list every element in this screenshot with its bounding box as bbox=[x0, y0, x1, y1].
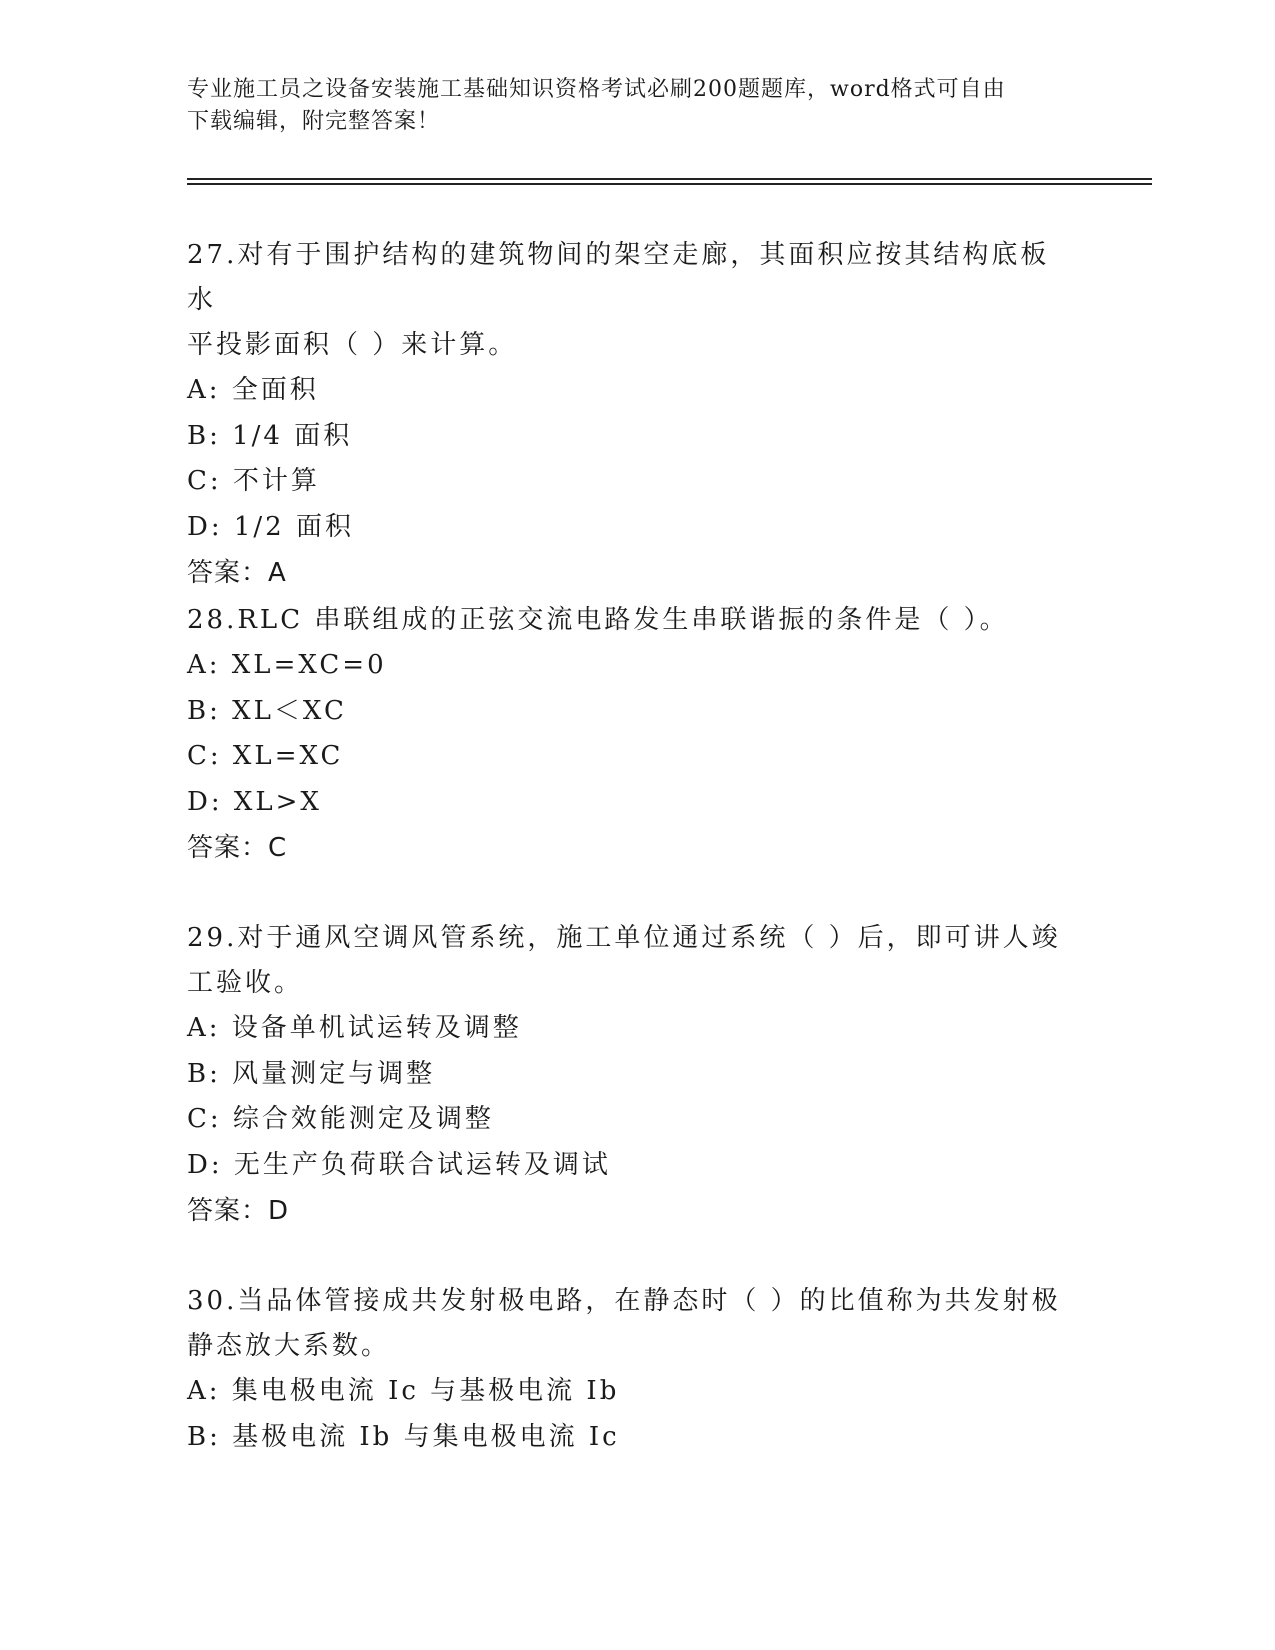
option-d: D: XL>X bbox=[187, 786, 322, 817]
question-text-line-1: 28.RLC 串联组成的正弦交流电路发生串联谐振的条件是（ ）。 bbox=[187, 605, 1009, 635]
option-a: A: 设备单机试运转及调整 bbox=[187, 1013, 522, 1043]
question-29 bbox=[187, 916, 1067, 1234]
answer: 答案：C bbox=[187, 833, 288, 863]
option-c: C: 不计算 bbox=[187, 466, 320, 496]
question-30 bbox=[187, 1279, 1067, 1460]
header-divider-top bbox=[187, 178, 1152, 180]
header-divider-bottom bbox=[187, 183, 1152, 185]
option-c: C: 综合效能测定及调整 bbox=[187, 1104, 494, 1134]
question-text-line-2: 静态放大系数。 bbox=[187, 1331, 391, 1361]
option-a: A: XL=XC=0 bbox=[187, 650, 387, 680]
option-d: D: 无生产负荷联合试运转及调试 bbox=[187, 1149, 611, 1180]
answer: 答案：A bbox=[187, 558, 287, 588]
option-d: D: 1/2 面积 bbox=[187, 511, 354, 542]
question-text-line-1: 29.对于通风空调风管系统，施工单位通过系统（ ）后，即可讲人竣 bbox=[187, 923, 1061, 953]
option-b: B: 1/4 面积 bbox=[187, 420, 353, 451]
question-text-line-1: 30.当品体管接成共发射极电路，在静态时（ ）的比值称为共发射极 bbox=[187, 1286, 1061, 1316]
option-b: B: XL＜XC bbox=[187, 695, 347, 726]
option-a: A: 全面积 bbox=[187, 375, 319, 405]
question-text-line-2: 平投影面积（ ）来计算。 bbox=[187, 330, 518, 360]
document-header bbox=[187, 74, 1067, 138]
option-a: A: 集电极电流 Ic 与基极电流 Ib bbox=[187, 1376, 620, 1406]
question-28 bbox=[187, 598, 1067, 871]
option-b: B: 基极电流 Ib 与集电极电流 Ic bbox=[187, 1421, 620, 1452]
question-text-line-2: 工验收。 bbox=[187, 968, 304, 998]
option-c: C: XL=XC bbox=[187, 741, 344, 771]
header-line-2: 下载编辑，附完整答案！ bbox=[187, 109, 441, 134]
option-b: B: 风量测定与调整 bbox=[187, 1058, 436, 1089]
header-line-1: 专业施工员之设备安装施工基础知识资格考试必刷200题题库，word格式可自由 bbox=[187, 77, 1006, 102]
answer: 答案：D bbox=[187, 1196, 290, 1226]
question-27 bbox=[187, 233, 1067, 596]
question-text-line-1: 27.对有于围护结构的建筑物间的架空走廊，其面积应按其结构底板水 bbox=[187, 240, 1050, 315]
